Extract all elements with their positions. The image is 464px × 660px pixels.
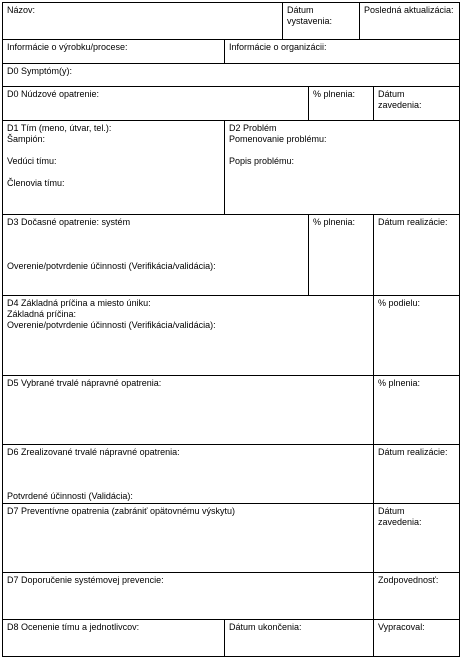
- d0-date-field[interactable]: [373, 86, 460, 121]
- d1-leader-label: Vedúci tímu:: [7, 156, 57, 166]
- name-field[interactable]: [2, 2, 283, 40]
- d5-title: D5 Vybrané trvalé nápravné opatrenia:: [7, 378, 162, 388]
- d3-title: D3 Dočasné opatrenie: systém: [7, 217, 131, 227]
- d0-emergency-label: D0 Núdzové opatrenie:: [7, 89, 100, 99]
- d1-members-label: Členovia tímu:: [7, 178, 65, 188]
- d0-percent-label: % plnenia:: [313, 89, 356, 99]
- d0-symptom-label: D0 Symptóm(y):: [7, 66, 73, 76]
- d7-recommendation-label: D7 Doporučenie systémovej prevencie:: [7, 575, 164, 585]
- d3-temporary-field[interactable]: [2, 214, 309, 296]
- d4-title: D4 Základná príčina a miesto úniku:: [7, 298, 151, 308]
- organization-info-label: Informácie o organizácii:: [229, 42, 327, 52]
- d4-share-field[interactable]: [373, 295, 460, 376]
- d8-prepared-by-label: Vypracoval:: [378, 622, 425, 632]
- d0-emergency-field[interactable]: [2, 86, 309, 121]
- last-update-label: Posledná aktualizácia:: [364, 5, 454, 15]
- d5-percent-field[interactable]: [373, 375, 460, 445]
- d7-responsibility-field[interactable]: [373, 572, 460, 620]
- d7-date-field[interactable]: [373, 503, 460, 573]
- d0-symptom-field[interactable]: [2, 63, 460, 87]
- d3-percent-label: % plnenia:: [313, 217, 356, 227]
- organization-info-field[interactable]: [224, 39, 460, 64]
- d0-date-label-1: Dátum: [378, 89, 405, 99]
- d4-root-cause-field[interactable]: [2, 295, 374, 376]
- d7-date-label-2: zavedenia:: [378, 517, 422, 527]
- d8-recognition-field[interactable]: [2, 619, 225, 657]
- d6-date-field[interactable]: [373, 444, 460, 504]
- d3-date-field[interactable]: [373, 214, 460, 296]
- d8-title: D8 Ocenenie tímu a jednotlivcov:: [7, 622, 140, 632]
- d4-share-label: % podielu:: [378, 298, 421, 308]
- d1-title: D1 Tím (meno, útvar, tel.):: [7, 123, 112, 133]
- d6-title: D6 Zrealizované trvalé nápravné opatrenia:: [7, 447, 180, 457]
- d8-prepared-by-field[interactable]: [373, 619, 460, 657]
- d8-end-date-label: Dátum ukončenia:: [229, 622, 302, 632]
- issue-date-field[interactable]: [282, 2, 360, 40]
- d2-description-label: Popis problému:: [229, 156, 295, 166]
- d4-root-cause-label: Základná príčina:: [7, 309, 77, 319]
- issue-date-label-2: vystavenia:: [287, 16, 333, 26]
- d8-end-date-field[interactable]: [224, 619, 374, 657]
- d4-verification-label: Overenie/potvrdenie účinnosti (Verifikácia/validácia):: [7, 320, 216, 330]
- d6-date-label: Dátum realizácie:: [378, 447, 448, 457]
- d5-corrective-field[interactable]: [2, 375, 374, 445]
- d0-percent-field[interactable]: [308, 86, 374, 121]
- d7-responsibility-label: Zodpovednosť:: [378, 575, 439, 585]
- d2-naming-label: Pomenovanie problému:: [229, 134, 327, 144]
- d1-team-field[interactable]: [2, 120, 225, 215]
- issue-date-label-1: Dátum: [287, 5, 314, 15]
- d5-percent-label: % plnenia:: [378, 378, 421, 388]
- last-update-field[interactable]: [359, 2, 460, 40]
- d7-title: D7 Preventívne opatrenia (zabrániť opätovnému výskytu): [7, 506, 235, 516]
- d6-implemented-field[interactable]: [2, 444, 374, 504]
- product-info-label: Informácie o výrobku/procese:: [7, 42, 128, 52]
- d1-champion-label: Šampión:: [7, 134, 46, 144]
- d7-recommendation-field[interactable]: [2, 572, 374, 620]
- d2-problem-field[interactable]: [224, 120, 460, 215]
- d3-date-label: Dátum realizácie:: [378, 217, 448, 227]
- d3-verification-label: Overenie/potvrdenie účinnosti (Verifikácia/validácia):: [7, 261, 216, 271]
- d0-date-label-2: zavedenia:: [378, 100, 422, 110]
- d7-date-label-1: Dátum: [378, 506, 405, 516]
- d2-title: D2 Problém: [229, 123, 277, 133]
- name-label: Názov:: [7, 5, 36, 15]
- d3-percent-field[interactable]: [308, 214, 374, 296]
- product-info-field[interactable]: [2, 39, 225, 64]
- d6-validation-label: Potvrdené účinnosti (Validácia):: [7, 491, 133, 501]
- d7-preventive-field[interactable]: [2, 503, 374, 573]
